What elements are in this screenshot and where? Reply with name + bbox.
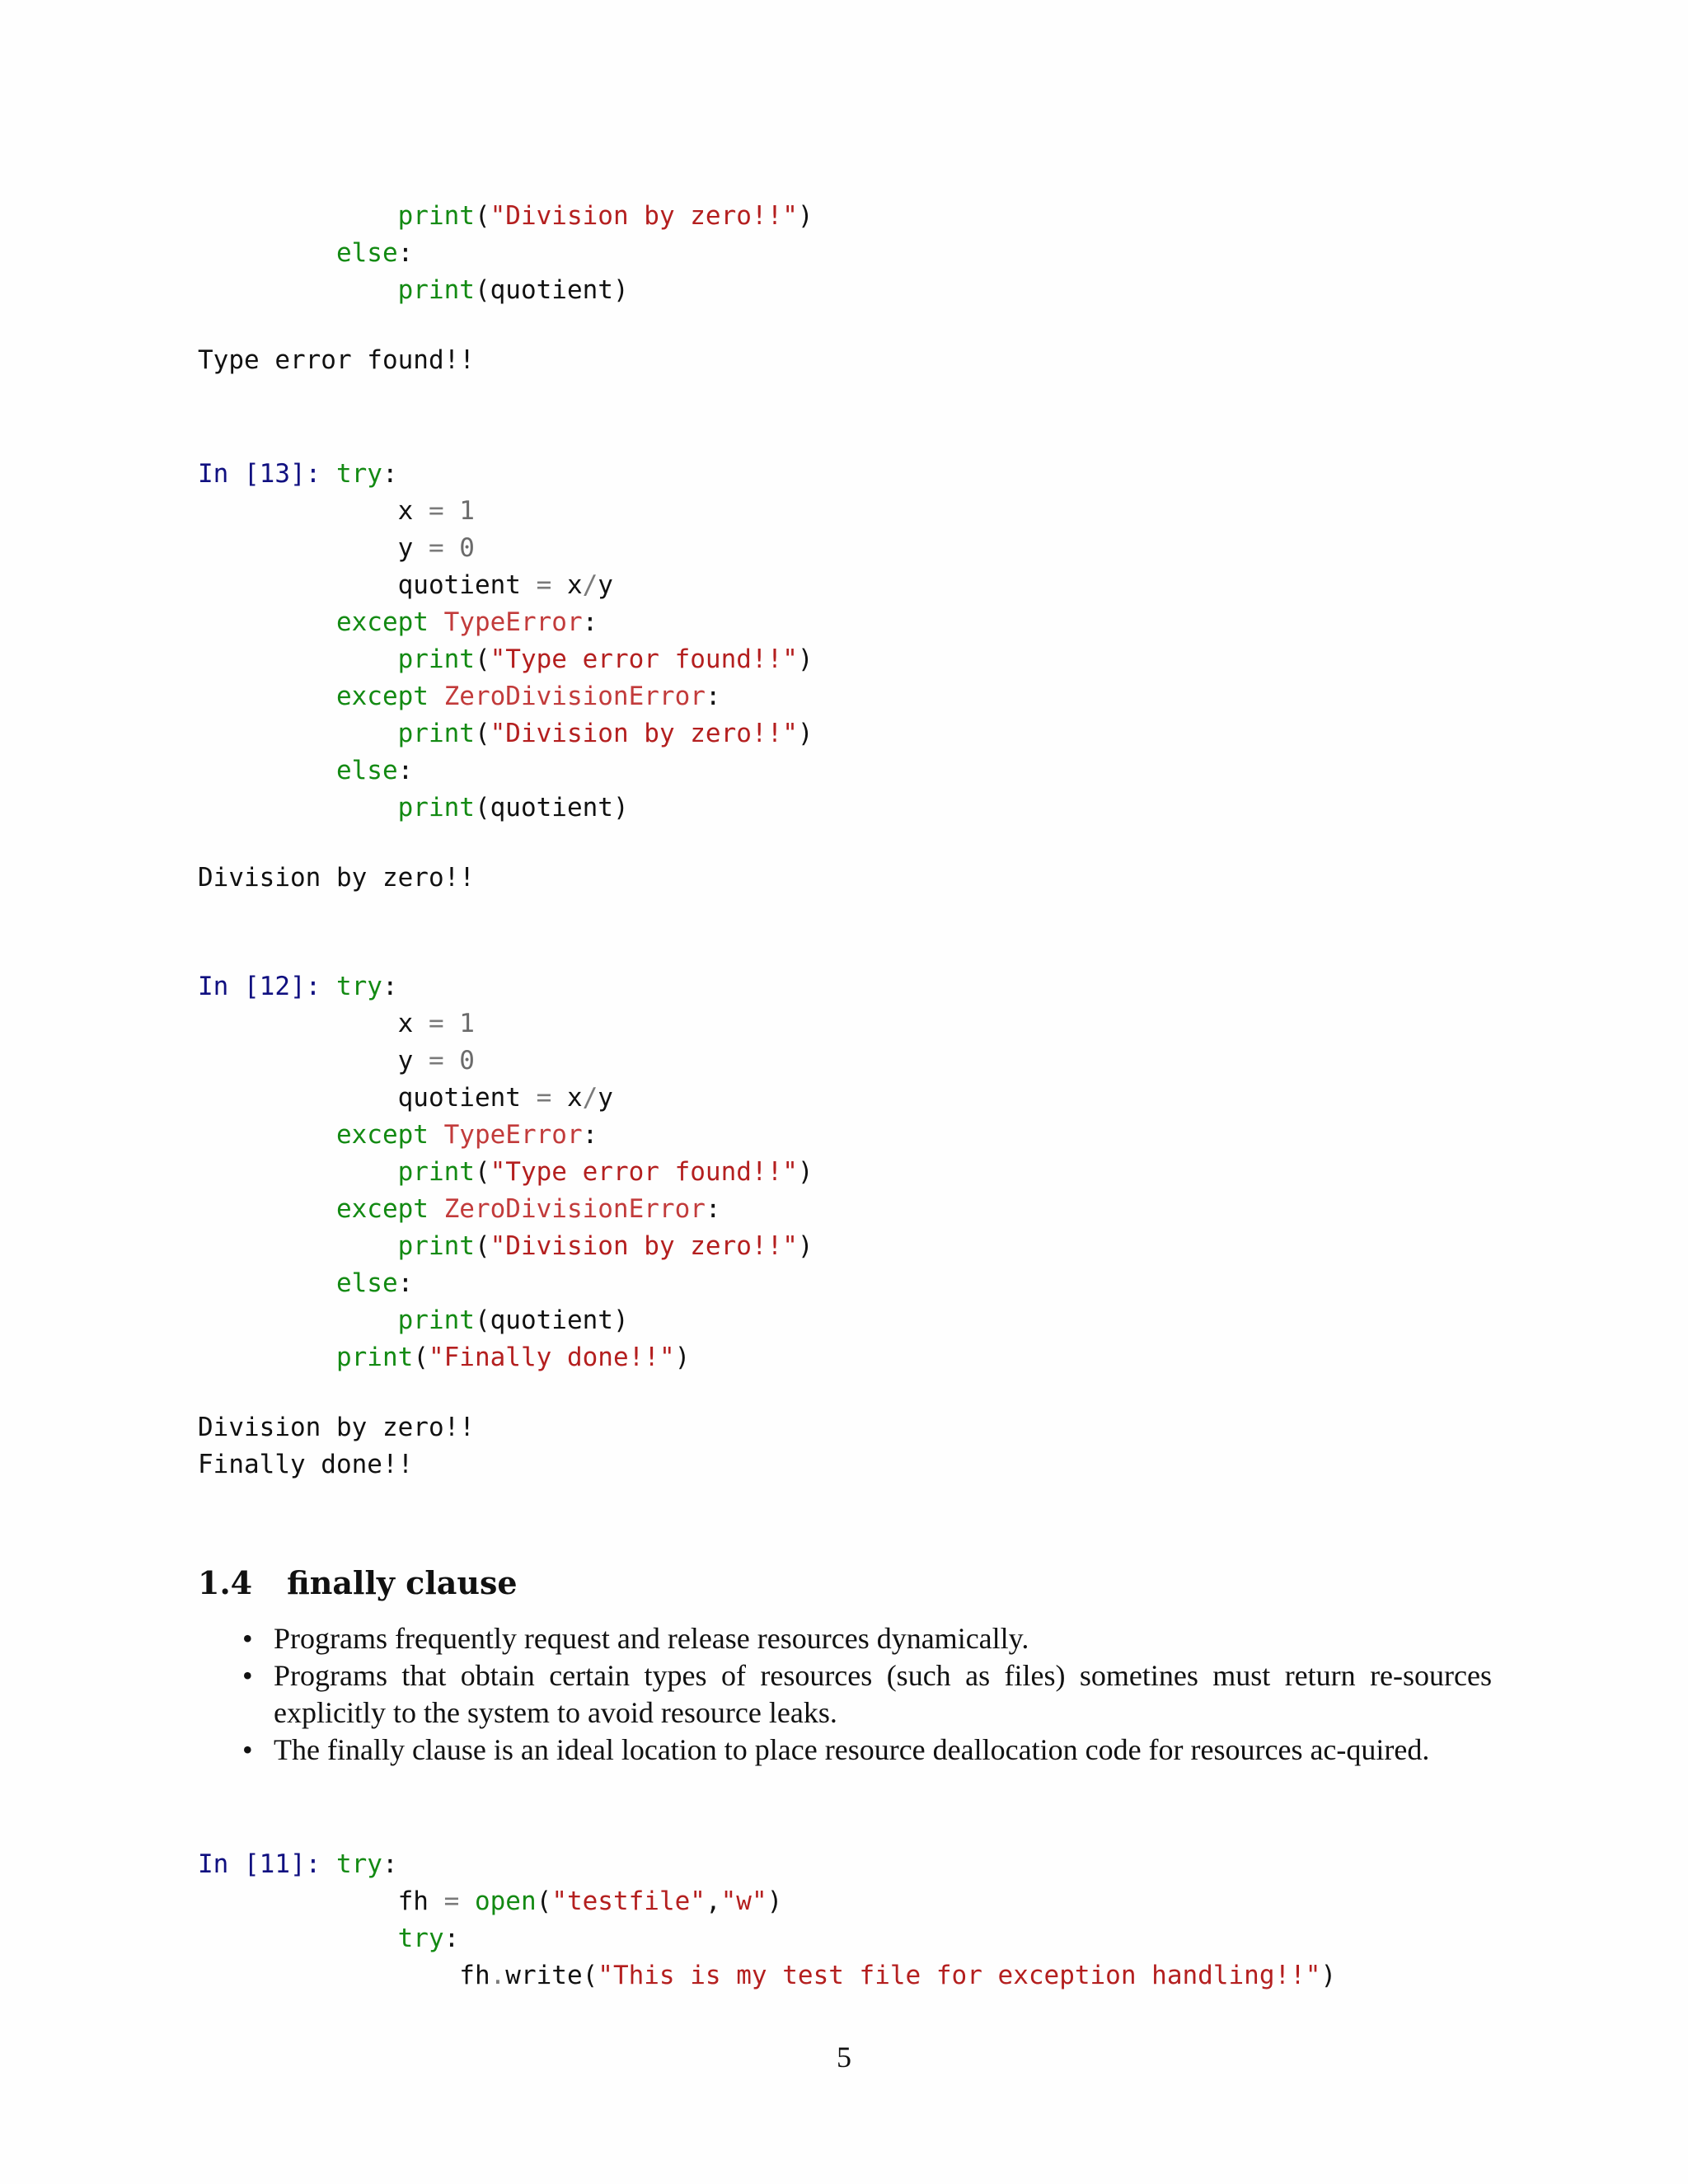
code-line: print(quotient) [397, 275, 629, 305]
code-line: except ZeroDivisionError: [335, 682, 721, 711]
code-line: else: [335, 756, 414, 785]
code-line: fh.write("This is my test file for exception handling!!") [459, 1961, 1337, 1990]
bullet-dot-icon: • [242, 1733, 253, 1766]
code-line: except TypeError: [335, 1120, 598, 1150]
code-line: quotient = x/y [397, 1083, 613, 1113]
code-line: y = 0 [397, 533, 475, 563]
code-line: quotient = x/y [397, 570, 613, 600]
code-line: x = 1 [397, 1009, 475, 1038]
code-line: In [12]: try: [198, 972, 398, 1001]
code-line: print("Division by zero!!") [397, 719, 814, 748]
section-heading [198, 1564, 518, 1605]
cell-prompt: In [11]: [198, 1849, 336, 1879]
cell-prompt: In [12]: [198, 972, 336, 1001]
code-line: y = 0 [397, 1046, 475, 1076]
section-title: finally clause [287, 1564, 518, 1601]
bullet-dot-icon: • [242, 1659, 253, 1692]
cell-output: Division by zero!! [198, 863, 475, 893]
code-line: print("Type error found!!") [397, 1157, 814, 1187]
code-line: print("Type error found!!") [397, 644, 814, 674]
bullet-item: • Programs frequently request and release resources dynamically. [239, 1620, 1492, 1657]
bullet-list [239, 1620, 1492, 1769]
code-line: In [13]: try: [198, 459, 398, 489]
code-line: except TypeError: [335, 607, 598, 637]
code-line: else: [335, 238, 414, 268]
code-line: print(quotient) [397, 793, 629, 823]
bullet-item: • Programs that obtain certain types of resources (such as files) sometines must return re-sources explicitly to the system to avoid resource leaks. [242, 1659, 1492, 1729]
code-line: fh = open("testfile","w") [397, 1886, 783, 1916]
code-line: print("Finally done!!") [335, 1343, 691, 1372]
code-line: try: [397, 1924, 460, 1953]
code-line: x = 1 [397, 496, 475, 526]
cell-output: Finally done!! [198, 1450, 414, 1479]
page-number: 5 [837, 2041, 851, 2074]
code-line: except ZeroDivisionError: [335, 1194, 721, 1224]
section-number: 1.4 [198, 1564, 253, 1601]
code-line: print("Division by zero!!") [397, 1231, 814, 1261]
bullet-item: • The finally clause is an ideal location to place resource deallocation code for resources ac-quired. [239, 1732, 1492, 1769]
cell-output: Division by zero!! [198, 1413, 475, 1442]
code-line: else: [335, 1268, 414, 1298]
code-line: In [11]: try: [198, 1849, 398, 1879]
cell-prompt: In [13]: [198, 459, 336, 489]
bullet-dot-icon: • [242, 1622, 253, 1655]
cell-output: Type error found!! [198, 345, 475, 375]
code-line: print("Division by zero!!") [397, 201, 814, 231]
code-line: print(quotient) [397, 1305, 629, 1335]
